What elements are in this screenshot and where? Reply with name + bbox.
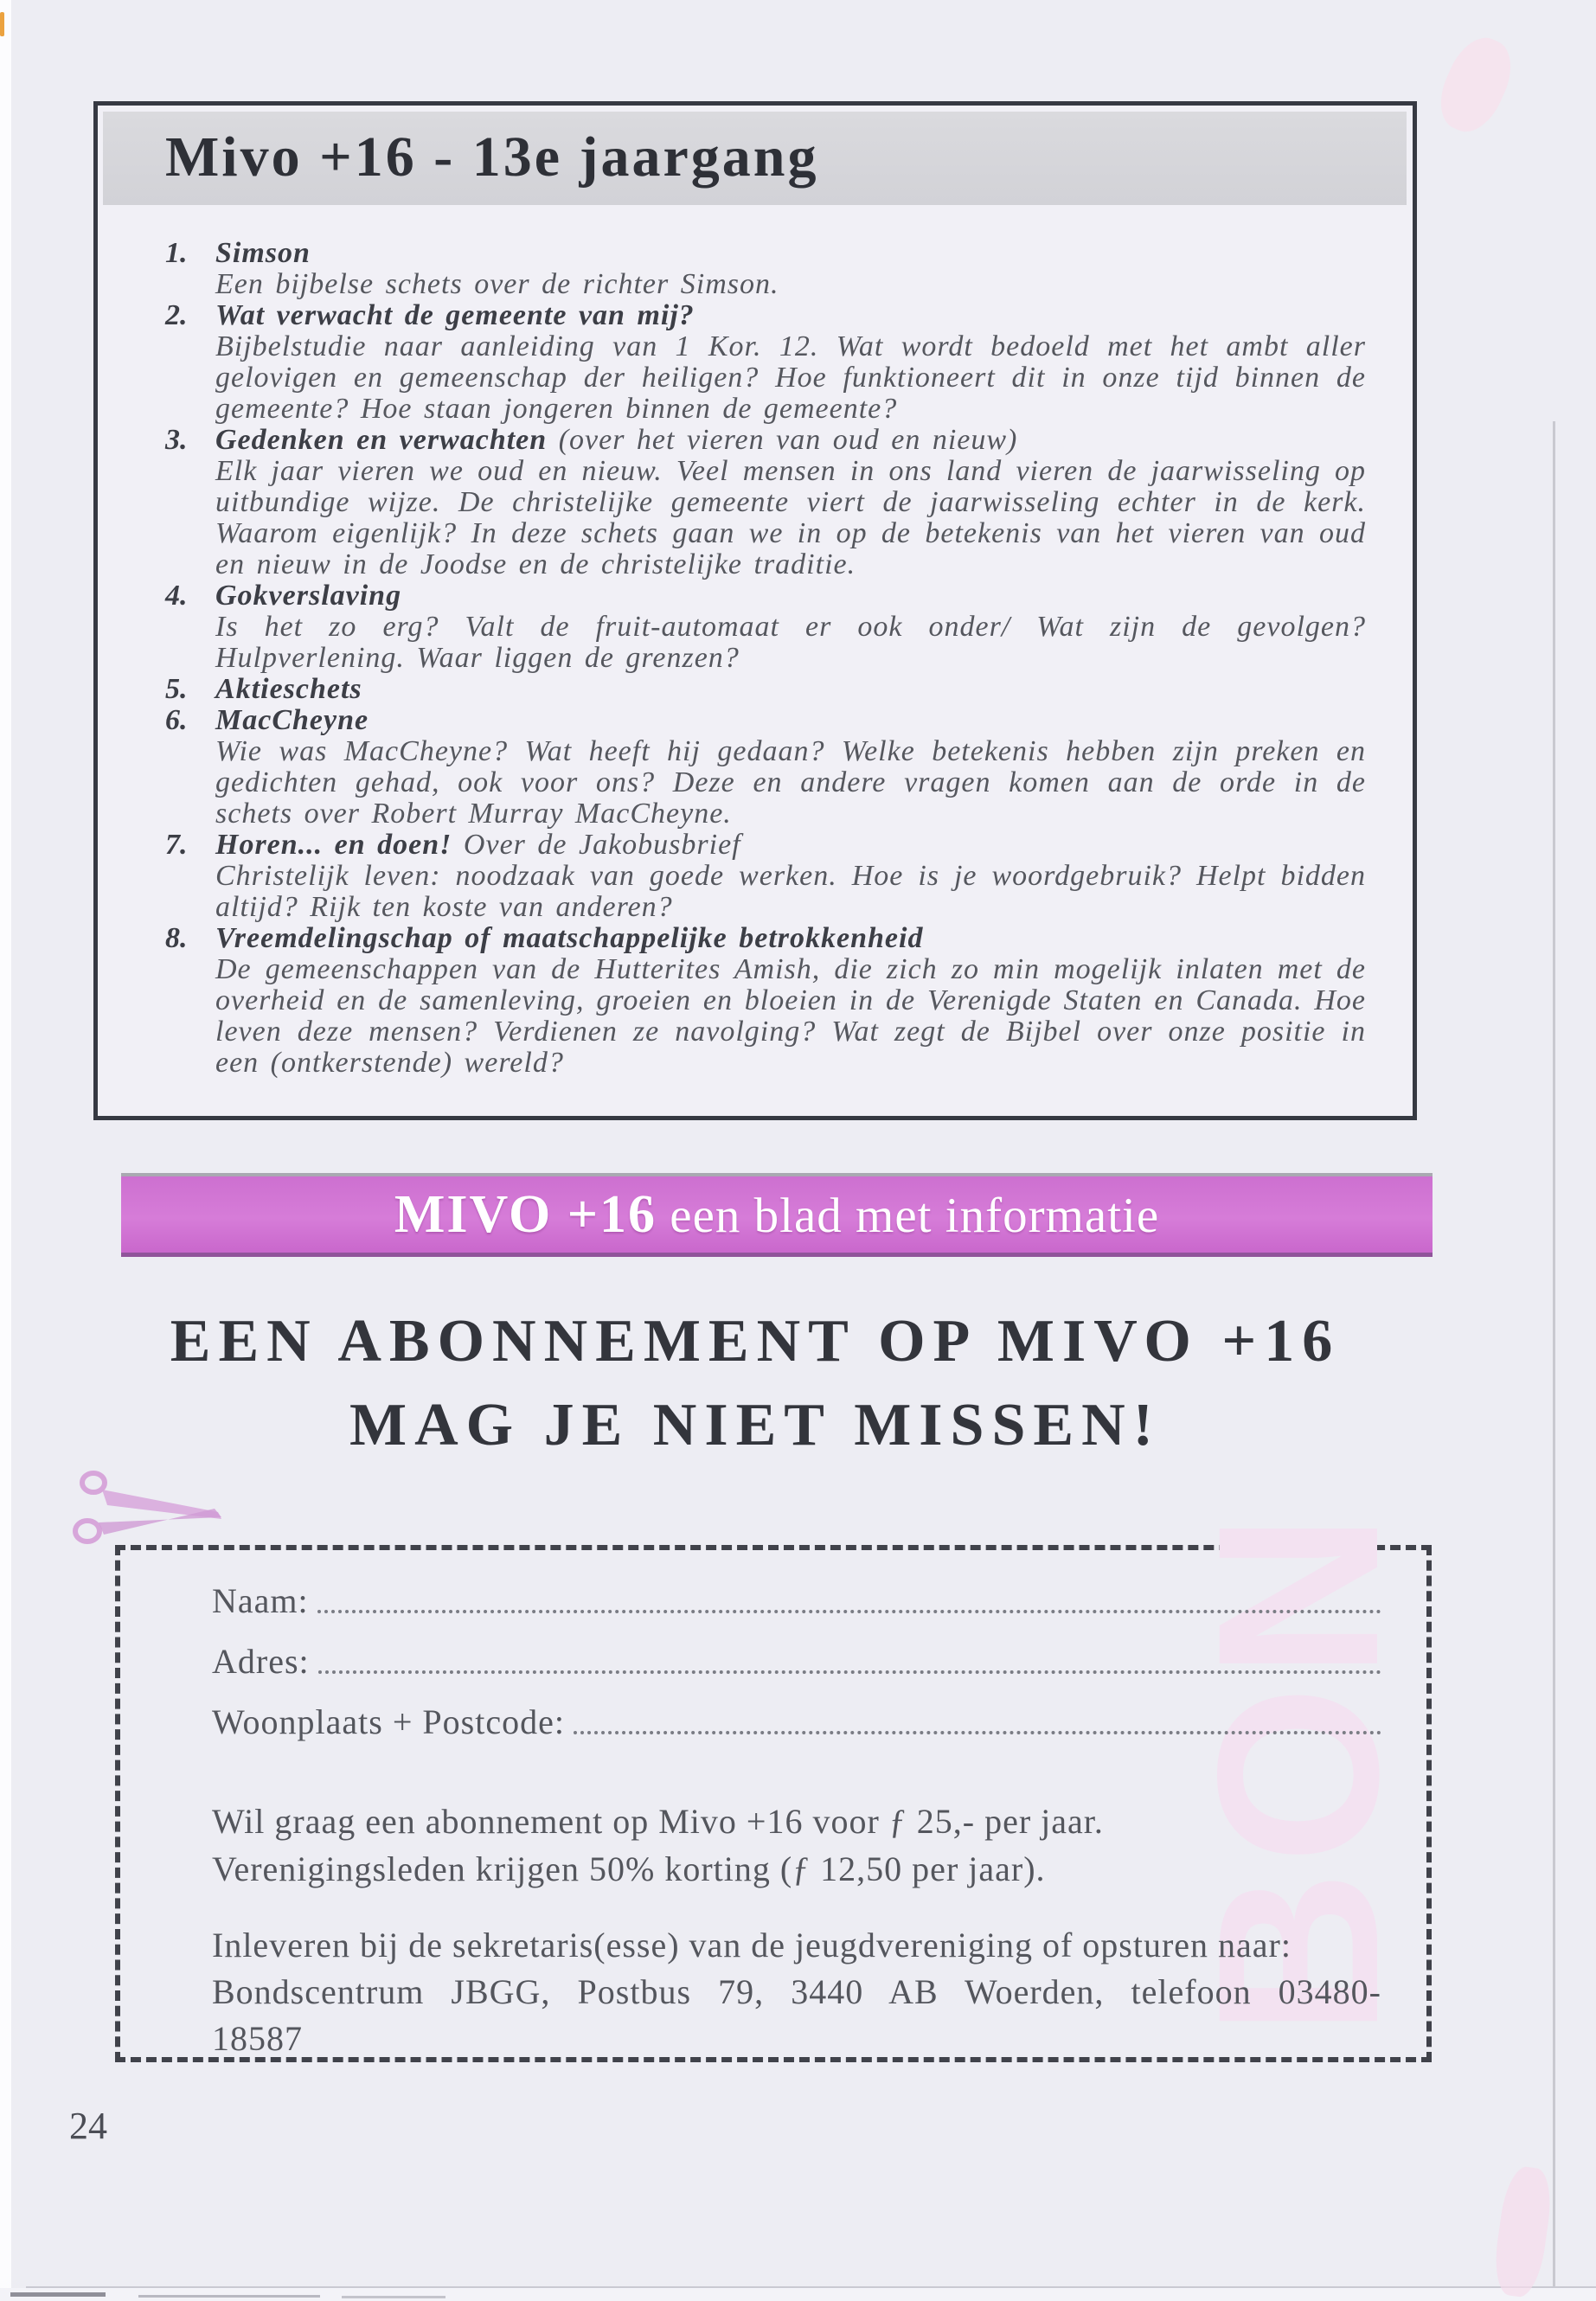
list-item-number: 1. xyxy=(165,237,188,269)
pink-smudge xyxy=(1490,2164,1555,2299)
brand-banner xyxy=(121,1173,1433,1257)
list-item-title: Wat verwacht de gemeente van mij? xyxy=(215,299,695,331)
list-item-subtitle: Over de Jakobusbrief xyxy=(452,829,741,861)
submit-line3: 18587 xyxy=(212,2019,303,2058)
list-item-body: Een bijbelse schets over de richter Simson. xyxy=(215,268,779,300)
submit-line1: Inleveren bij de sekretaris(esse) van de jeugdvereniging of opsturen naar: xyxy=(212,1926,1292,1965)
list-item-body: De gemeenschappen van de Hutterites Amish, die zich zo min mogelijk inlaten met de overheid en de samenleving, groeien en bloeien in de Verenigde Staten en Canada. Hoe leven deze mensen? Verdienen ze navolging? Wat zegt de Bijbel over onze positie in een (ontkerstende) wereld? xyxy=(215,953,1366,1079)
list-item-title: Aktieschets xyxy=(215,673,362,705)
list-item-title: Gedenken en verwachten xyxy=(215,424,548,456)
subscription-coupon xyxy=(115,1506,1432,2062)
scan-mark xyxy=(10,2292,106,2297)
dotted-write-line xyxy=(317,1609,1381,1613)
submit-line2: Bondscentrum JBGG, Postbus 79, 3440 AB Woerden, telefoon 03480- xyxy=(212,1972,1381,2011)
list-item-title: Gokverslaving xyxy=(215,580,402,612)
contents-title-band xyxy=(103,112,1407,205)
subscription-headline xyxy=(93,1299,1417,1467)
list-item-number: 5. xyxy=(165,673,188,705)
scan-fold-line xyxy=(1553,421,1555,2288)
list-item xyxy=(165,580,1369,674)
list-item-title: Horen... en doen! xyxy=(215,829,452,861)
list-item-number: 3. xyxy=(165,424,188,456)
banner-tagline: een blad met informatie xyxy=(657,1189,1160,1243)
list-item xyxy=(165,674,1369,705)
field-label: Woonplaats + Postcode: xyxy=(212,1702,565,1741)
pink-smudge xyxy=(1429,29,1522,141)
bon-watermark: BON xyxy=(1170,1506,1426,2036)
form-field-woonplaats-postcode xyxy=(212,1702,1381,1742)
contents-list xyxy=(165,238,1369,1079)
list-item xyxy=(165,425,1369,580)
list-item-body: Is het zo erg? Valt de fruit-automaat er ook onder/ Wat zijn de gevolgen? Hulpverlening. Waar liggen de grenzen? xyxy=(215,611,1366,674)
list-item-title: Simson xyxy=(215,237,311,269)
list-item-title: MacCheyne xyxy=(215,704,369,736)
submit-paragraph xyxy=(212,1922,1381,2062)
page-number: 24 xyxy=(69,2105,107,2147)
list-item-number: 6. xyxy=(165,704,188,736)
list-item-body: Bijbelstudie naar aanleiding van 1 Kor. 12. Wat wordt bedoeld met het ambt aller gelovigen en gemeenschap der heiligen? Hoe funktioneert dit in onze tijd binnen de gemeente? Hoe staan jongeren binnen de gemeente? xyxy=(215,330,1366,425)
list-item-subtitle: (over het vieren van oud en nieuw) xyxy=(547,424,1018,456)
list-item xyxy=(165,830,1369,923)
headline-line1: EEN ABONNEMENT OP MIVO +16 xyxy=(170,1308,1341,1375)
list-item xyxy=(165,238,1369,300)
contents-box xyxy=(93,101,1417,1120)
price-line2: Verenigingsleden krijgen 50% korting (ƒ 12,50 per jaar). xyxy=(212,1849,1046,1888)
list-item-number: 8. xyxy=(165,922,188,954)
list-item-body: Elk jaar vieren we oud en nieuw. Veel mensen in ons land vieren de jaarwisseling op uitbundige wijze. De christelijke gemeente viert de jaarwisseling echter in de kerk. Waarom eigenlijk? In deze schets gaan we in op de betekenis van het vieren van oud en nieuw in de Joodse en de christelijke traditie. xyxy=(215,455,1366,580)
list-item-number: 4. xyxy=(165,580,188,612)
dotted-write-line xyxy=(574,1730,1381,1734)
headline-line2: MAG JE NIET MISSEN! xyxy=(349,1392,1161,1458)
list-item xyxy=(165,923,1369,1079)
field-label: Adres: xyxy=(212,1642,310,1681)
list-item-title: Vreemdelingschap of maatschappelijke betrokkenheid xyxy=(215,922,924,954)
price-line1: Wil graag een abonnement op Mivo +16 voor ƒ 25,- per jaar. xyxy=(212,1802,1104,1841)
scan-mark xyxy=(138,2295,320,2298)
list-item-body: Wie was MacCheyne? Wat heeft hij gedaan? Welke betekenis hebben zijn preken en gedichten gehad, ook voor ons? Deze en andere vragen komen aan de orde in de schets over Robert Murray MacCheyne. xyxy=(215,735,1366,830)
list-item-body: Christelijk leven: noodzaak van goede werken. Hoe is je woordgebruik? Helpt bidden altijd? Rijk ten koste van anderen? xyxy=(215,860,1366,923)
dotted-write-line xyxy=(318,1670,1381,1674)
price-paragraph xyxy=(212,1798,1375,1893)
form-field-naam xyxy=(212,1581,1381,1621)
scan-color-mark xyxy=(0,12,4,36)
list-item xyxy=(165,705,1369,830)
scissors-icon xyxy=(67,1469,228,1548)
list-item-number: 7. xyxy=(165,829,188,861)
form-field-adres xyxy=(212,1642,1381,1682)
scan-mark xyxy=(342,2296,445,2298)
list-item-number: 2. xyxy=(165,299,188,331)
banner-brand: MIVO +16 xyxy=(394,1185,657,1244)
field-label: Naam: xyxy=(212,1581,309,1620)
page-title: Mivo +16 - 13e jaargang xyxy=(165,125,819,189)
list-item xyxy=(165,300,1369,425)
scan-edge-strip xyxy=(0,0,11,2301)
